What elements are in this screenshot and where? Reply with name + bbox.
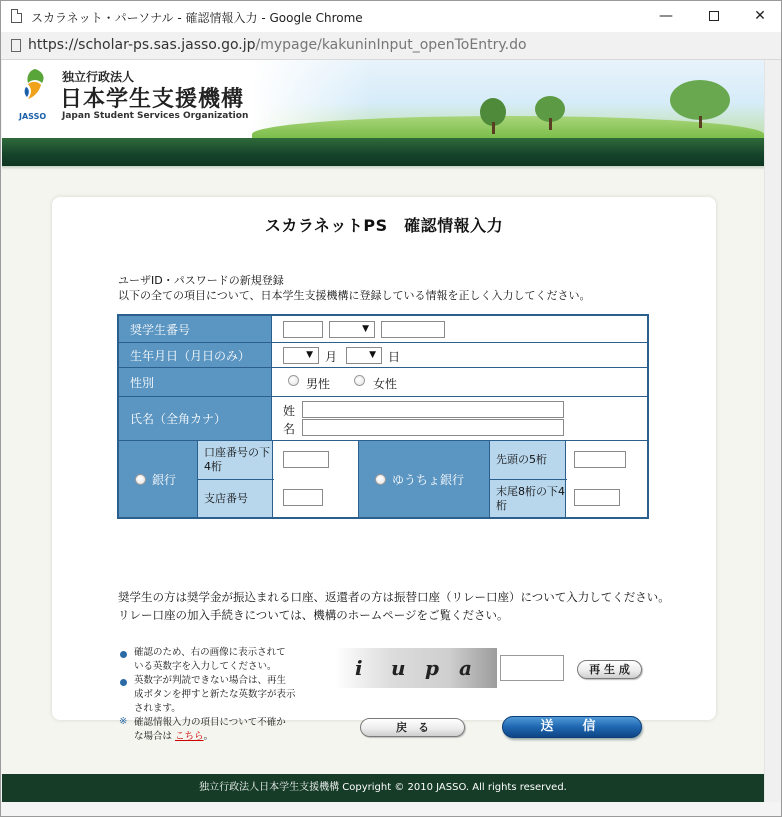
gender-label: 性別 [119,368,272,396]
captcha-input[interactable] [500,655,564,681]
account-note-line1: 奨学生の方は奨学金が振込まれる口座、返還者の方は振替口座（リレー口座）について入力してください。 [118,590,670,604]
gender-value [273,368,647,396]
nav-shadow [2,166,764,170]
yucho-radio[interactable] [375,474,386,485]
tree-trunk [492,122,495,134]
givenname-label: 名 [283,422,296,436]
day-unit: 日 [388,350,401,364]
captcha-hint2-line2: 成ボタンを押すと新たな英数字が表示 [134,689,296,700]
captcha-hint1-line2: いる英数字を入力してください。 [134,661,277,672]
month-unit: 月 [325,350,338,364]
captcha-char-3: p [425,656,439,680]
url-text[interactable] [28,37,527,53]
surname-input[interactable] [302,401,564,418]
gender-female-label: 女性 [373,377,398,391]
submit-button[interactable]: 送 信 [502,716,642,738]
captcha-hint1-line1: 確認のため、右の画像に表示されて [134,647,286,658]
scholarship-number-part2-select[interactable]: ▼ [329,321,375,338]
captcha-hint2-line3: されます。 [134,703,181,714]
row-bank-account [119,441,647,517]
regenerate-button[interactable]: 再 生 成 [577,660,642,679]
tree-trunk [699,116,702,128]
captcha-hint3-prefix: な場合は [134,731,173,742]
bank-inputs [274,441,358,517]
org-type: 独立行政法人 [62,70,135,84]
row-gender [119,368,647,397]
account-note-line2: リレー口座の加入手続きについては、機構のホームページをご覧ください。 [118,608,509,622]
page-icon [11,39,21,52]
captcha-hint3-suffix: 。 [203,731,214,742]
asterisk-icon: ※ [119,716,128,727]
minimize-button[interactable]: — [659,8,673,24]
captcha-hint1 [134,646,286,674]
row-scholarship-number [119,316,647,343]
captcha-hint3-line1: 確認情報入力の項目について不確か [134,717,286,728]
scholarship-number-part1-input[interactable] [283,321,323,338]
help-link[interactable]: こちら [175,731,204,742]
name-label: 氏名（全角カナ） [119,397,272,440]
main-card [52,197,716,742]
org-name-en: Japan Student Services Organization [62,111,249,121]
surname-label: 姓 [283,404,296,418]
jasso-logo-icon [22,67,48,101]
scholarship-number-value [273,316,647,342]
bank-option [119,441,197,517]
green-nav-bar [2,138,764,166]
last8-label: 末尾8桁の下4桁 [490,480,566,517]
yucho-inputs [567,441,647,517]
page-icon [11,9,22,23]
givenname-input[interactable] [302,419,564,436]
bank-label: 銀行 [152,472,177,487]
scholarship-number-part3-input[interactable] [381,321,445,338]
bullet-icon [120,651,127,658]
bank-radio[interactable] [135,474,146,485]
site-footer: 独立行政法人日本学生支援機構 Copyright © 2010 JASSO. All rights reserved. [2,774,764,802]
org-name: 日本学生支援機構 [60,87,245,112]
yucho-last4-input[interactable] [574,489,620,506]
tree-decoration [670,80,730,120]
intro-line1: ユーザID・パスワードの新規登録 [118,274,284,287]
captcha-hint2-line1: 英数字が判読できない場合は、再生 [134,675,287,686]
captcha-char-1: i [355,656,363,680]
account-last4-label: 口座番号の下4桁 [198,441,273,479]
name-value [273,397,647,440]
birthdate-label: 生年月日（月日のみ） [119,343,272,367]
yucho-option [359,441,489,517]
yucho-label: ゆうちょ銀行 [392,472,465,487]
scholarship-number-label: 奨学生番号 [119,316,272,342]
branch-number-label: 支店番号 [198,480,273,517]
captcha-char-4: a [459,656,472,680]
bullet-icon [120,679,127,686]
row-birthdate [119,343,647,368]
gender-male-radio[interactable] [288,375,299,386]
window-title: スカラネット・パーソナル - 確認情報入力 - Google Chrome [31,11,363,25]
captcha-hint2 [134,674,296,716]
gender-female-radio[interactable] [354,375,365,386]
captcha-image [335,648,497,688]
row-name [119,397,647,441]
account-last4-input[interactable] [283,451,329,468]
scrollbar[interactable] [764,60,781,802]
logo-jasso-text: JASSO [19,112,47,121]
captcha-hint3-line2 [134,730,286,744]
close-button[interactable]: ✕ [754,8,766,24]
page-content [2,60,764,802]
yucho-first5-input[interactable] [574,451,626,468]
maximize-icon [709,11,719,21]
site-header [2,60,764,138]
captcha-hint3 [134,716,286,744]
captcha-char-2: u [391,656,406,680]
title-bar [1,1,781,32]
birth-month-select[interactable]: ▼ [283,347,319,364]
page-title: スカラネットPS 確認情報入力 [264,216,504,235]
maximize-button[interactable] [691,1,737,32]
gender-male-label: 男性 [306,377,331,391]
birthdate-value [273,343,647,367]
intro-line2: 以下の全ての項目について、日本学生支援機構に登録している情報を正しく入力してください。 [118,289,591,302]
confirmation-form [117,314,649,519]
tree-trunk [549,118,552,130]
birth-day-select[interactable]: ▼ [346,347,382,364]
first5-label: 先頭の5桁 [490,441,566,479]
branch-number-input[interactable] [283,489,323,506]
logo-area [2,60,252,138]
back-button[interactable]: 戻 る [360,718,465,737]
url-host: https://scholar-ps.sas.jasso.go.jp [28,37,256,53]
address-bar[interactable] [1,32,781,60]
url-path: /mypage/kakuninInput_openToEntry.do [255,37,527,53]
